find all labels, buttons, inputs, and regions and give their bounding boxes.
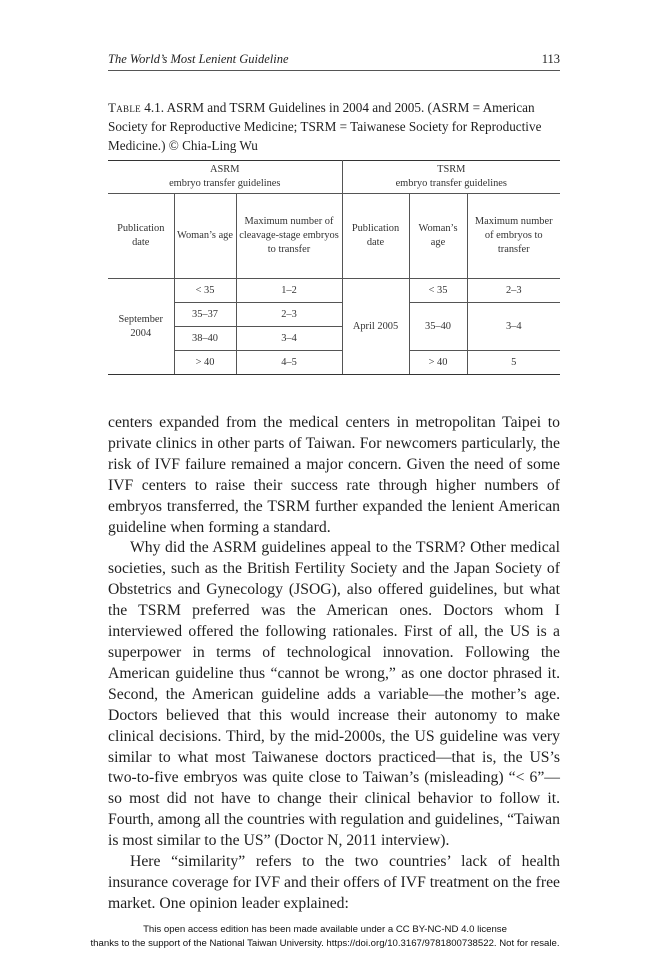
tsrm-col-publication-date: Publication date [342,194,409,279]
body-text [108,413,560,915]
tsrm-group-header [342,161,560,194]
table-row [108,279,560,303]
tsrm-group-name: TSRM [437,164,466,175]
tsrm-max-cell: 3–4 [467,303,560,351]
asrm-publication-date: September 2004 [108,279,174,375]
tsrm-max-cell: 2–3 [467,279,560,303]
running-head [108,52,560,67]
asrm-max-cell: 4–5 [236,351,342,375]
table-caption [108,98,563,155]
tsrm-age-cell: 35–40 [409,303,467,351]
asrm-age-cell: < 35 [174,279,236,303]
asrm-group-name: ASRM [210,164,240,175]
page-number: 113 [541,52,560,66]
running-head-title: The World’s Most Lenient Guideline [108,52,289,66]
paragraph: Here “similarity” refers to the two countries’ lack of health insurance coverage for IVF and their offers of IVF treatment on the free market. One opinion leader explained: [108,853,560,912]
caption-number: 4.1. [140,100,167,115]
asrm-max-cell: 3–4 [236,327,342,351]
tsrm-col-womans-age: Woman’s age [409,194,467,279]
asrm-age-cell: 35–37 [174,303,236,327]
license-footer [0,923,650,951]
asrm-max-cell: 2–3 [236,303,342,327]
license-line: This open access edition has been made available under a CC BY-NC-ND 4.0 license [143,924,507,935]
guidelines-table [108,160,560,375]
tsrm-age-cell: > 40 [409,351,467,375]
asrm-age-cell: 38–40 [174,327,236,351]
tsrm-max-cell: 5 [467,351,560,375]
tsrm-group-subtitle: embryo transfer guidelines [395,178,507,189]
asrm-col-womans-age: Woman’s age [174,194,236,279]
asrm-max-cell: 1–2 [236,279,342,303]
paragraph: Why did the ASRM guidelines appeal to the TSRM? Other medical societies, such as the British Fertility Society and the Japan Society of Obstetrics and Gynecology (JSOG), also offered guidelines, but what the TSRM preferred was the American ones. Doctors whom I interviewed offered the following rationales. First of all, the US is a superpower in terms of technological innovation. Following the American guideline thus “cannot be wrong,” as one doctor phrased it. Second, the American guideline adds a variable—the mother’s age. Doctors believed that this would increase their autonomy to make clinical decisions. Third, by the mid-2000s, the US guideline was very similar to what most Taiwanese doctors practiced—that is, the US’s two-to-five embryos was quite close to Taiwan’s (misleading) “< 6”—so most did not have to change their clinical behavior to follow it. Fourth, among all the countries with regulation and guidelines, “Taiwan is most similar to the US” (Doctor N, 2011 interview). [108,539,560,850]
asrm-col-publication-date: Publication date [108,194,174,279]
asrm-col-max-embryos: Maximum number of cleavage-stage embryos to transfer [236,194,342,279]
header-rule [108,70,560,71]
asrm-age-cell: > 40 [174,351,236,375]
tsrm-publication-date: April 2005 [342,279,409,375]
paragraph: centers expanded from the medical centers in metropolitan Taipei to private clinics in other parts of Taiwan. For newcomers particularly, the risk of IVF failure remained a major concern. Given the need of some IVF centers to raise their success rate through higher numbers of embryos transferred, the TSRM further expanded the lenient American guideline when forming a standard. [108,414,560,536]
tsrm-col-max-embryos: Maximum number of embryos to transfer [467,194,560,279]
caption-label: Table [108,100,141,115]
caption-text: ASRM and TSRM Guidelines in 2004 and 2005. (ASRM = American Society for Reproductive Medicine; TSRM = Taiwanese Society for Reproductive Medicine.) © Chia-Ling Wu [108,100,542,153]
asrm-group-header [108,161,342,194]
table-row [108,351,560,375]
asrm-group-subtitle: embryo transfer guidelines [169,178,281,189]
tsrm-age-cell: < 35 [409,279,467,303]
table-row [108,303,560,327]
license-line: thanks to the support of the National Taiwan University. https://doi.org/10.3167/9781800738522. Not for resale. [90,938,560,949]
